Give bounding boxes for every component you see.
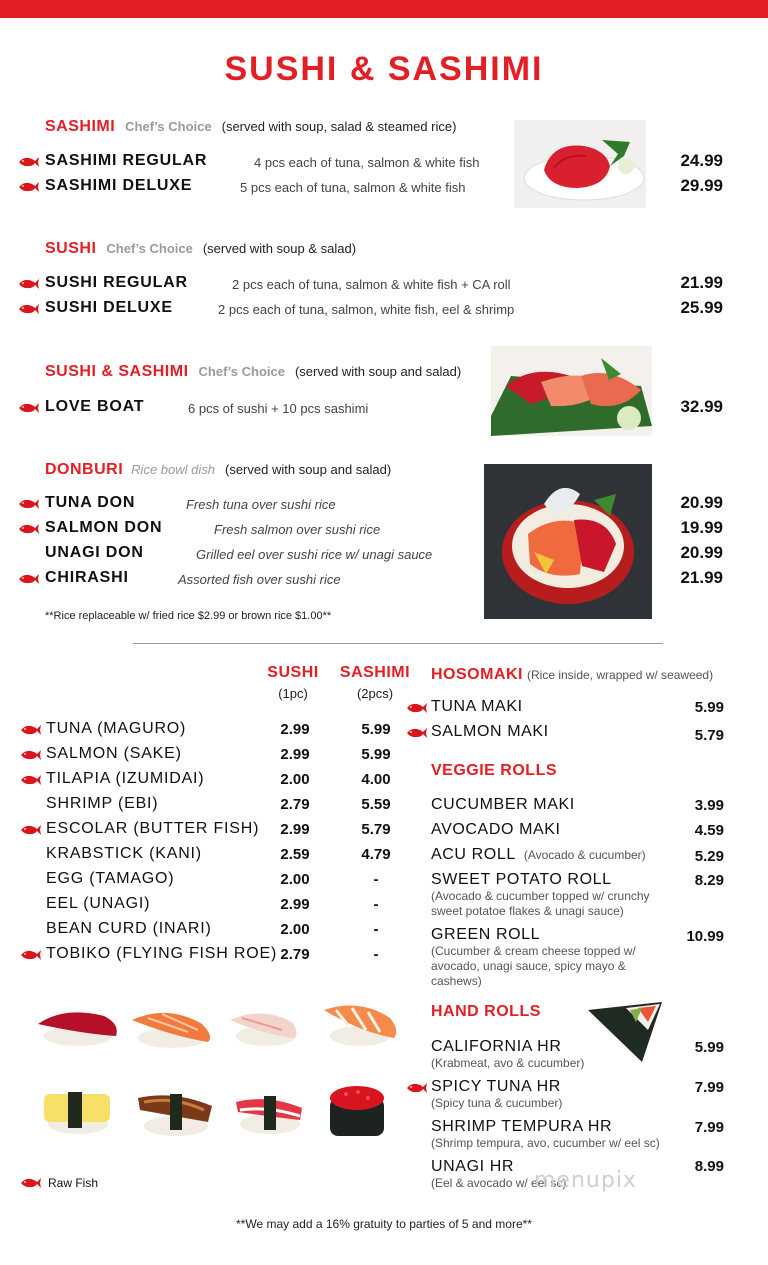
nigiri-name: TOBIKO (FLYING FISH ROE) xyxy=(46,945,278,962)
item-desc: Fresh tuna over sushi rice xyxy=(186,497,336,512)
item-price: 25.99 xyxy=(680,298,723,317)
gratuity-note: **We may add a 16% gratuity to parties of 5 and more** xyxy=(236,1217,532,1231)
raw-fish-legend: Raw Fish xyxy=(48,1176,99,1190)
item-desc: Fresh salmon over sushi rice xyxy=(214,522,381,537)
item-name: LOVE BOAT xyxy=(45,398,145,415)
tuna-nigiri-image xyxy=(34,1002,120,1050)
nigiri-name: BEAN CURD (INARI) xyxy=(46,920,212,937)
raw-fish-icon xyxy=(18,303,40,315)
tilapia-nigiri-image xyxy=(226,1002,302,1050)
roll-desc: (Shrimp tempura, avo, cucumber w/ eel sc) xyxy=(431,1136,660,1150)
item-price: 32.99 xyxy=(680,397,723,416)
roll-desc: (Krabmeat, avo & cucumber) xyxy=(431,1056,585,1070)
section-sub: Chef’s Choice xyxy=(125,119,212,134)
section-veggie-header: VEGGIE ROLLS xyxy=(431,762,558,779)
raw-fish-icon xyxy=(20,724,42,736)
watermark: menupix xyxy=(534,1168,637,1193)
tobiko-gunkan-image xyxy=(326,1082,388,1140)
roll-name: ACU ROLL xyxy=(431,846,516,863)
egg-nigiri-image xyxy=(38,1084,118,1136)
raw-fish-icon xyxy=(18,498,40,510)
roll-desc: (Eel & avocado w/ eel sc) xyxy=(431,1176,567,1190)
nigiri-sushi-price: 2.59 xyxy=(280,846,310,863)
roll-price: 8.99 xyxy=(694,1158,724,1175)
section-name: SUSHI xyxy=(45,240,97,257)
section-name: SUSHI & SASHIMI xyxy=(45,363,189,380)
roll-price: 3.99 xyxy=(694,797,724,814)
item-price: 21.99 xyxy=(680,568,723,587)
section-sashimi-header xyxy=(45,118,456,136)
item-name: SASHIMI REGULAR xyxy=(45,152,208,169)
roll-price: 10.99 xyxy=(686,928,724,945)
item-price: 19.99 xyxy=(680,518,723,537)
rice-footnote: **Rice replaceable w/ fried rice $2.99 or brown rice $1.00** xyxy=(45,610,332,622)
item-desc: 6 pcs of sushi + 10 pcs sashimi xyxy=(188,401,369,416)
section-name: DONBURI xyxy=(45,461,124,478)
item-price: 20.99 xyxy=(680,543,723,562)
nigiri-sashimi-price: 5.79 xyxy=(361,821,391,838)
item-price: 29.99 xyxy=(680,176,723,195)
roll-name: SHRIMP TEMPURA HR xyxy=(431,1118,613,1135)
roll-name: CALIFORNIA HR xyxy=(431,1038,562,1055)
section-divider xyxy=(133,643,663,644)
nigiri-sashimi-price: - xyxy=(373,871,379,888)
roll-name: UNAGI HR xyxy=(431,1158,515,1175)
raw-fish-icon xyxy=(20,1177,42,1189)
section-name: HOSOMAKI xyxy=(431,666,523,683)
sashimi-column-header: SASHIMI xyxy=(339,664,411,681)
krabstick-nigiri-image xyxy=(232,1086,308,1136)
nigiri-sashimi-price: 5.99 xyxy=(361,721,391,738)
roll-desc: (Avocado & cucumber topped w/ crunchy sweet potatoe flakes & unagi sauce) xyxy=(431,889,650,918)
section-note: (served with soup, salad & steamed rice) xyxy=(221,119,457,134)
item-desc: 5 pcs each of tuna, salmon & white fish xyxy=(240,180,466,195)
raw-fish-icon xyxy=(20,774,42,786)
raw-fish-icon xyxy=(18,402,40,414)
raw-fish-icon xyxy=(18,523,40,535)
section-note: (served with soup & salad) xyxy=(202,241,357,256)
nigiri-sashimi-price: 4.00 xyxy=(361,771,391,788)
nigiri-name: TILAPIA (IZUMIDAI) xyxy=(46,770,205,787)
raw-fish-icon xyxy=(20,824,42,836)
nigiri-sashimi-price: - xyxy=(373,946,379,963)
raw-fish-icon xyxy=(406,1082,428,1094)
item-price: 20.99 xyxy=(680,493,723,512)
roll-desc: (Spicy tuna & cucumber) xyxy=(431,1096,563,1110)
raw-fish-icon xyxy=(18,573,40,585)
acu-roll-line xyxy=(431,846,646,864)
section-donburi-header xyxy=(45,461,391,479)
nigiri-name: SHRIMP (EBI) xyxy=(46,795,159,812)
roll-price: 4.59 xyxy=(694,822,724,839)
item-price: 24.99 xyxy=(680,151,723,170)
nigiri-sushi-price: 2.79 xyxy=(280,946,310,963)
raw-fish-icon xyxy=(20,749,42,761)
nigiri-sushi-price: 2.99 xyxy=(280,821,310,838)
roll-name: GREEN ROLL xyxy=(431,926,541,943)
nigiri-name: EEL (UNAGI) xyxy=(46,895,151,912)
raw-fish-icon xyxy=(406,702,428,714)
item-name: SUSHI REGULAR xyxy=(45,274,188,291)
nigiri-sushi-price: 2.79 xyxy=(280,796,310,813)
section-note: (served with soup and salad) xyxy=(225,462,392,477)
roll-price: 7.99 xyxy=(694,1119,724,1136)
nigiri-sushi-price: 2.99 xyxy=(280,721,310,738)
roll-desc: (Cucumber & cream cheese topped w/ avocado, unagi sauce, spicy mayo & cashews) xyxy=(431,944,636,988)
roll-name: SALMON MAKI xyxy=(431,723,549,740)
nigiri-sushi-price: 2.99 xyxy=(280,746,310,763)
nigiri-name: SALMON (SAKE) xyxy=(46,745,182,762)
raw-fish-icon xyxy=(406,727,428,739)
section-name: SASHIMI xyxy=(45,118,116,135)
roll-name: CUCUMBER MAKI xyxy=(431,796,575,813)
nigiri-sashimi-price: 4.79 xyxy=(361,846,391,863)
section-note: (served with soup and salad) xyxy=(294,364,462,379)
donburi-photo xyxy=(484,464,652,619)
section-sub: Chef’s Choice xyxy=(198,364,285,379)
roll-price: 5.99 xyxy=(694,1039,724,1056)
item-desc: 4 pcs each of tuna, salmon & white fish xyxy=(254,155,480,170)
raw-fish-icon xyxy=(18,156,40,168)
item-name: SUSHI DELUXE xyxy=(45,299,173,316)
item-desc: 2 pcs each of tuna, salmon, white fish, eel & shrimp xyxy=(218,302,515,317)
nigiri-sashimi-price: - xyxy=(373,896,379,913)
item-price: 21.99 xyxy=(680,273,723,292)
roll-price: 5.29 xyxy=(694,848,724,865)
roll-price: 5.99 xyxy=(694,699,724,716)
nigiri-sashimi-price: 5.99 xyxy=(361,746,391,763)
nigiri-sashimi-price: 5.59 xyxy=(361,796,391,813)
roll-note: (Avocado & cucumber) xyxy=(523,848,646,862)
item-desc: Assorted fish over sushi rice xyxy=(178,572,341,587)
item-name: SASHIMI DELUXE xyxy=(45,177,193,194)
sushi-column-header: SUSHI xyxy=(267,664,319,681)
item-desc: 2 pcs each of tuna, salmon & white fish + CA roll xyxy=(232,277,511,292)
section-combo-header xyxy=(45,363,461,381)
shrimp-nigiri-image xyxy=(320,998,400,1050)
love-boat-photo xyxy=(491,346,652,436)
item-name: CHIRASHI xyxy=(45,569,129,586)
section-handrolls-header: HAND ROLLS xyxy=(431,1003,541,1020)
nigiri-sushi-price: 2.00 xyxy=(280,771,310,788)
section-sub: Chef’s Choice xyxy=(106,241,193,256)
section-sub: Rice bowl dish xyxy=(131,462,215,477)
nigiri-sushi-price: 2.99 xyxy=(280,896,310,913)
nigiri-sushi-price: 2.00 xyxy=(280,921,310,938)
item-name: SALMON DON xyxy=(45,519,163,536)
nigiri-name: EGG (TAMAGO) xyxy=(46,870,175,887)
sashimi-column-sub: (2pcs) xyxy=(356,686,394,701)
roll-name: SWEET POTATO ROLL xyxy=(431,871,612,888)
page-title: SUSHI & SASHIMI xyxy=(224,50,544,88)
roll-name: TUNA MAKI xyxy=(431,698,523,715)
nigiri-name: KRABSTICK (KANI) xyxy=(46,845,202,862)
section-note: (Rice inside, wrapped w/ seaweed) xyxy=(527,668,714,682)
raw-fish-icon xyxy=(18,181,40,193)
nigiri-name: TUNA (MAGURO) xyxy=(46,720,187,737)
sashimi-photo xyxy=(514,120,646,208)
item-name: UNAGI DON xyxy=(45,544,144,561)
roll-price: 7.99 xyxy=(694,1079,724,1096)
roll-name: SPICY TUNA HR xyxy=(431,1078,561,1095)
top-red-bar xyxy=(0,0,768,18)
hand-roll-image xyxy=(586,1000,668,1064)
eel-nigiri-image xyxy=(134,1086,218,1138)
roll-price: 5.79 xyxy=(694,727,724,744)
roll-price: 8.29 xyxy=(694,872,724,889)
nigiri-sashimi-price: - xyxy=(373,921,379,938)
item-desc: Grilled eel over sushi rice w/ unagi sauce xyxy=(196,547,433,562)
nigiri-name: ESCOLAR (BUTTER FISH) xyxy=(46,820,260,837)
raw-fish-icon xyxy=(20,949,42,961)
section-sushi-header xyxy=(45,240,356,258)
item-name: TUNA DON xyxy=(45,494,136,511)
nigiri-sushi-price: 2.00 xyxy=(280,871,310,888)
sushi-column-sub: (1pc) xyxy=(278,686,308,701)
section-hosomaki-header xyxy=(431,666,713,684)
salmon-nigiri-image xyxy=(128,1002,214,1052)
raw-fish-icon xyxy=(18,278,40,290)
roll-name: AVOCADO MAKI xyxy=(431,821,561,838)
